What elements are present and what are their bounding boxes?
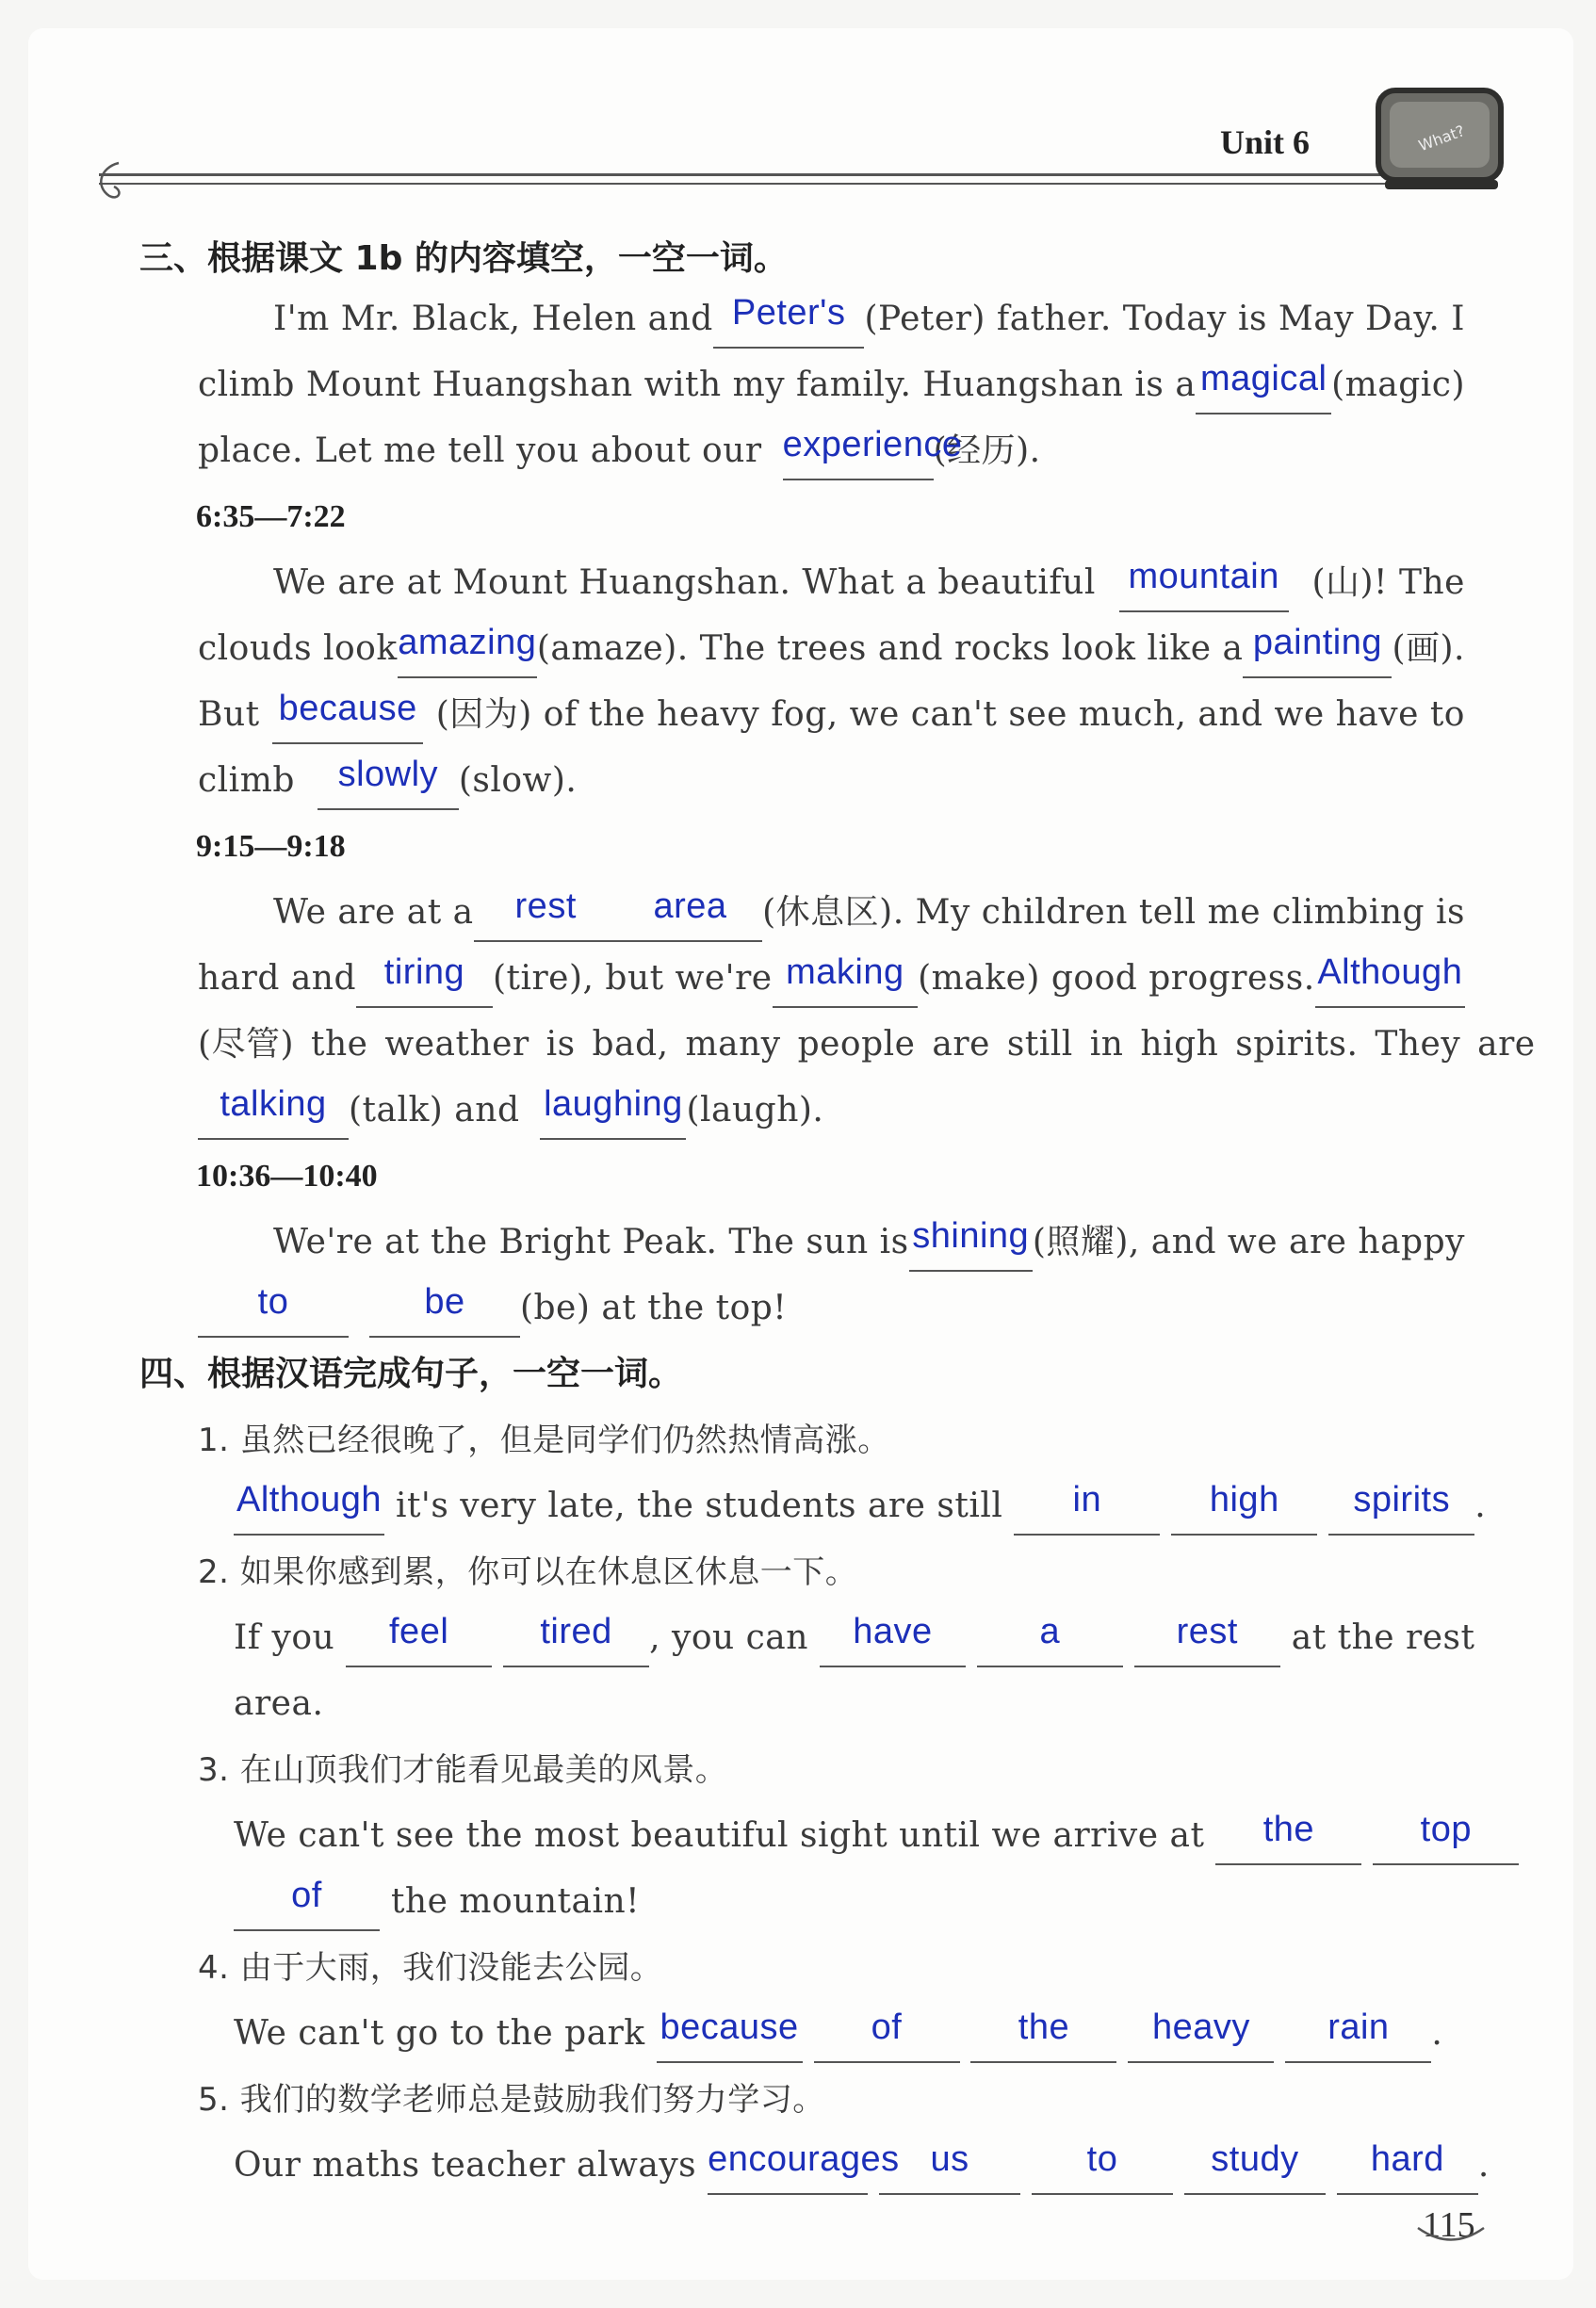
answer-blank[interactable]: making xyxy=(773,959,919,1008)
q1-english: Although it's very late, the students are still in high spirits . xyxy=(234,1473,1501,1539)
answer-blank[interactable]: slowly xyxy=(318,761,459,810)
q3-english: We can't see the most beautiful sight until we arrive at the top xyxy=(234,1803,1501,1869)
header-rule-bottom xyxy=(99,183,1465,185)
answer-blank[interactable]: a xyxy=(977,1618,1123,1667)
section-4-title: 四、根据汉语完成句子，一空一词。 xyxy=(139,1355,683,1393)
answer-blank[interactable]: of xyxy=(814,2014,960,2063)
answer-blank[interactable]: have xyxy=(820,1618,966,1667)
answer-blank[interactable]: tired xyxy=(503,1618,649,1667)
q5-chinese: 5. 我们的数学老师总是鼓励我们努力学习。 xyxy=(198,2081,825,2119)
answer-blank[interactable]: the xyxy=(970,2014,1116,2063)
answer-blank[interactable]: Although xyxy=(234,1487,384,1536)
q1-chinese: 1. 虽然已经很晚了，但是同学们仍然热情高涨。 xyxy=(198,1422,890,1459)
answer-blank[interactable]: us xyxy=(879,2146,1020,2195)
s3-p2-line1: We are at Mount Huangshan. What a beautiful mountain (山)! The xyxy=(273,550,1465,616)
s3-p1-line3: place. Let me tell you about our experience(经历). xyxy=(198,418,1465,484)
s3-p3-line4: talking (talk) and laughing (laugh). xyxy=(198,1078,1465,1144)
answer-blank[interactable]: tiring xyxy=(356,959,493,1008)
s3-p2-line4: climb slowly (slow). xyxy=(198,748,1465,814)
answer-blank[interactable]: be xyxy=(369,1289,520,1338)
time-stamp: 9:15—9:18 xyxy=(196,829,346,864)
answer-blank[interactable]: encourages xyxy=(708,2146,868,2195)
answer-blank[interactable]: because xyxy=(657,2014,803,2063)
s3-p2-line2: clouds look amazing (amaze). The trees and rocks look like a painting (画). xyxy=(198,616,1465,682)
time-stamp: 6:35—7:22 xyxy=(196,499,346,534)
q4-english: We can't go to the park because of the heavy rain . xyxy=(234,2001,1501,2067)
answer-blank[interactable]: to xyxy=(198,1289,349,1338)
answer-blank[interactable]: experience xyxy=(783,431,934,480)
s3-p3-line2: hard and tiring (tire), but we're making (make) good progress. Although xyxy=(198,946,1465,1012)
chalkboard-icon xyxy=(1371,83,1512,196)
answer-blank[interactable]: rain xyxy=(1285,2014,1431,2063)
page-number-ornament xyxy=(1413,2223,1489,2251)
section-3-title: 三、根据课文 1b 的内容填空，一空一词。 xyxy=(139,239,788,278)
q2-english-cont: area. xyxy=(234,1684,324,1723)
answer-blank[interactable]: top xyxy=(1373,1816,1519,1865)
answer-blank[interactable]: Although xyxy=(1315,959,1465,1008)
answer-blank[interactable]: the xyxy=(1215,1816,1361,1865)
answer-blank[interactable]: amazing xyxy=(398,629,537,678)
answer-blank[interactable]: feel xyxy=(346,1618,492,1667)
s3-p4-line1: We're at the Bright Peak. The sun is shining (照耀), and we are happy xyxy=(273,1210,1465,1276)
answer-blank[interactable]: hard xyxy=(1337,2146,1478,2195)
q4-chinese: 4. 由于大雨，我们没能去公园。 xyxy=(198,1949,663,1987)
unit-title: Unit 6 xyxy=(1220,123,1311,161)
answer-blank[interactable]: rest xyxy=(474,893,618,942)
answer-blank[interactable]: rest xyxy=(1134,1618,1280,1667)
board-text: What? xyxy=(1416,122,1468,155)
answer-blank[interactable]: because xyxy=(272,695,423,744)
time-stamp: 10:36—10:40 xyxy=(196,1159,378,1194)
header-rule-top xyxy=(99,173,1413,176)
header-curl-ornament xyxy=(90,158,128,205)
answer-blank[interactable]: high xyxy=(1171,1487,1317,1536)
answer-blank[interactable]: spirits xyxy=(1328,1487,1474,1536)
answer-blank[interactable]: magical xyxy=(1196,366,1331,414)
answer-blank[interactable]: shining xyxy=(909,1223,1033,1272)
answer-blank[interactable]: painting xyxy=(1243,629,1392,678)
answer-blank[interactable]: study xyxy=(1184,2146,1326,2195)
s3-p1-line1: I'm Mr. Black, Helen and Peter's (Peter) father. Today is May Day. I xyxy=(273,286,1465,352)
s3-p4-line2: to be (be) at the top! xyxy=(198,1276,1465,1341)
q2-chinese: 2. 如果你感到累，你可以在休息区休息一下。 xyxy=(198,1553,858,1591)
s3-p2-line3: But because (因为) of the heavy fog, we can't see much, and we have to xyxy=(198,682,1465,748)
s3-p1-line2: climb Mount Huangshan with my family. Huangshan is a magical (magic) xyxy=(198,352,1465,418)
answer-blank[interactable]: in xyxy=(1014,1487,1160,1536)
q2-english: If you feel tired , you can have a rest at the rest xyxy=(234,1605,1501,1671)
q3-english-cont: of the mountain! xyxy=(234,1869,1501,1935)
answer-blank[interactable]: of xyxy=(234,1882,380,1931)
s3-p3-line1: We are at a rest area (休息区). My children tell me climbing is xyxy=(273,880,1465,946)
page-number: 115 xyxy=(1423,2205,1475,2245)
s3-p3-line3: (尽管) the weather is bad, many people are still in high spirits. They are xyxy=(198,1025,1536,1064)
answer-blank[interactable]: talking xyxy=(198,1091,349,1140)
q5-english: Our maths teacher always encourages us to study hard . xyxy=(234,2133,1501,2199)
q3-chinese: 3. 在山顶我们才能看见最美的风景。 xyxy=(198,1751,728,1789)
answer-blank[interactable]: area xyxy=(618,893,762,942)
answer-blank[interactable]: mountain xyxy=(1119,563,1289,612)
answer-blank[interactable]: to xyxy=(1032,2146,1173,2195)
answer-blank[interactable]: laughing xyxy=(540,1091,686,1140)
answer-blank[interactable]: heavy xyxy=(1128,2014,1274,2063)
answer-blank[interactable]: Peter's xyxy=(713,300,864,349)
